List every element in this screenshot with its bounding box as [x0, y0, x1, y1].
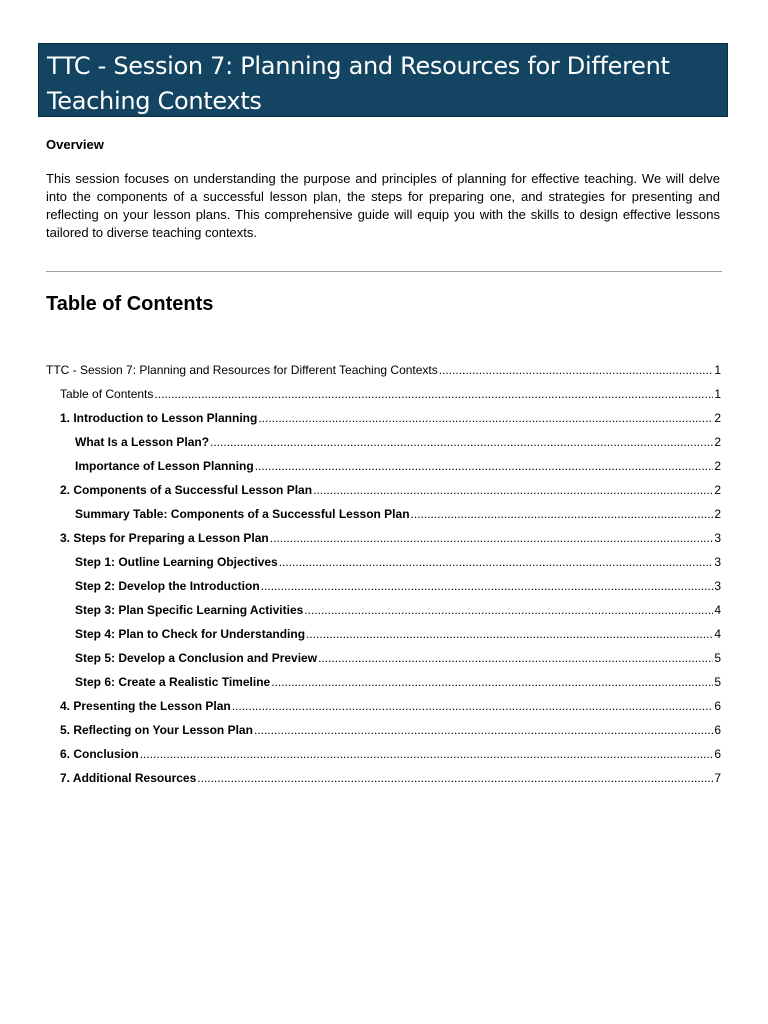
toc-entry[interactable] [46, 720, 721, 744]
toc-entry[interactable] [46, 768, 721, 792]
dot-leader [270, 528, 714, 548]
toc-entry[interactable] [46, 576, 721, 600]
toc-entry-label: Step 4: Plan to Check for Understanding [75, 627, 306, 641]
toc-entry[interactable] [46, 552, 721, 576]
toc-entry[interactable] [46, 408, 721, 432]
toc-entry[interactable] [46, 672, 721, 696]
dot-leader [232, 696, 714, 716]
toc-entry-page: 6 [714, 699, 721, 713]
table-of-contents [46, 360, 721, 792]
toc-entry[interactable] [46, 600, 721, 624]
dot-leader [154, 384, 713, 404]
toc-entry-page: 2 [714, 435, 721, 449]
dot-leader [255, 456, 714, 476]
toc-entry-label: Step 6: Create a Realistic Timeline [75, 675, 271, 689]
dot-leader [140, 744, 714, 764]
toc-entry[interactable] [46, 696, 721, 720]
dot-leader [254, 720, 713, 740]
toc-entry-label: 2. Components of a Successful Lesson Plan [60, 483, 313, 497]
toc-entry-page: 3 [714, 579, 721, 593]
toc-entry-page: 2 [714, 507, 721, 521]
dot-leader [279, 552, 714, 572]
dot-leader [306, 624, 713, 644]
toc-entry-page: 6 [714, 723, 721, 737]
dot-leader [210, 432, 713, 452]
toc-entry-page: 2 [714, 483, 721, 497]
toc-entry-label: TTC - Session 7: Planning and Resources for Different Teaching Contexts [46, 363, 438, 377]
toc-entry[interactable] [46, 384, 721, 408]
toc-entry-page: 5 [714, 675, 721, 689]
toc-entry-label: 7. Additional Resources [60, 771, 197, 785]
toc-entry-label: 4. Presenting the Lesson Plan [60, 699, 231, 713]
toc-entry-page: 6 [714, 747, 721, 761]
toc-entry-label: Step 5: Develop a Conclusion and Preview [75, 651, 318, 665]
toc-entry-label: Importance of Lesson Planning [75, 459, 254, 473]
toc-entry-label: 5. Reflecting on Your Lesson Plan [60, 723, 253, 737]
toc-entry-page: 3 [714, 555, 721, 569]
toc-entry-label: Summary Table: Components of a Successful Lesson Plan [75, 507, 410, 521]
dot-leader [271, 672, 713, 692]
toc-entry-label: 1. Introduction to Lesson Planning [60, 411, 258, 425]
toc-entry-label: Step 3: Plan Specific Learning Activities [75, 603, 304, 617]
overview-paragraph: This session focuses on understanding the purpose and principles of planning for effective teaching. We will delve into the components of a successful lesson plan, the steps for preparing one, and strategies for presenting and reflecting on your lesson plans. This comprehensive guide will equip you with the skills to design effective lessons tailored to diverse teaching contexts. [46, 171, 720, 240]
title-banner [38, 43, 728, 117]
toc-entry-label: Step 1: Outline Learning Objectives [75, 555, 278, 569]
toc-entry-label: 3. Steps for Preparing a Lesson Plan [60, 531, 269, 545]
toc-entry-label: What Is a Lesson Plan? [75, 435, 210, 449]
toc-entry-page: 2 [714, 459, 721, 473]
toc-entry-page: 2 [714, 411, 721, 425]
toc-entry[interactable] [46, 432, 721, 456]
dot-leader [411, 504, 714, 524]
dot-leader [304, 600, 713, 620]
toc-entry[interactable] [46, 624, 721, 648]
toc-entry-label: Step 2: Develop the Introduction [75, 579, 260, 593]
toc-entry[interactable] [46, 648, 721, 672]
toc-entry-page: 4 [714, 603, 721, 617]
toc-entry[interactable] [46, 504, 721, 528]
dot-leader [197, 768, 713, 788]
document-title-line-2: Teaching Contexts [47, 87, 262, 115]
toc-entry-page: 7 [714, 771, 721, 785]
toc-entry[interactable] [46, 744, 721, 768]
toc-entry-label: 6. Conclusion [60, 747, 139, 761]
toc-entry-page: 1 [714, 387, 721, 401]
toc-entry[interactable] [46, 480, 721, 504]
dot-leader [313, 480, 713, 500]
dot-leader [439, 360, 714, 380]
toc-entry-page: 3 [714, 531, 721, 545]
dot-leader [261, 576, 714, 596]
document-title-line-1: TTC - Session 7: Planning and Resources for Different [47, 52, 670, 80]
section-divider [46, 271, 722, 272]
dot-leader [258, 408, 713, 428]
toc-entry[interactable] [46, 360, 721, 384]
toc-heading: Table of Contents [46, 293, 214, 315]
toc-entry-page: 4 [714, 627, 721, 641]
toc-entry-page: 5 [714, 651, 721, 665]
toc-entry[interactable] [46, 528, 721, 552]
dot-leader [318, 648, 713, 668]
toc-entry-label: Table of Contents [60, 387, 154, 401]
toc-entry[interactable] [46, 456, 721, 480]
overview-heading: Overview [46, 137, 104, 152]
toc-entry-page: 1 [714, 363, 721, 377]
